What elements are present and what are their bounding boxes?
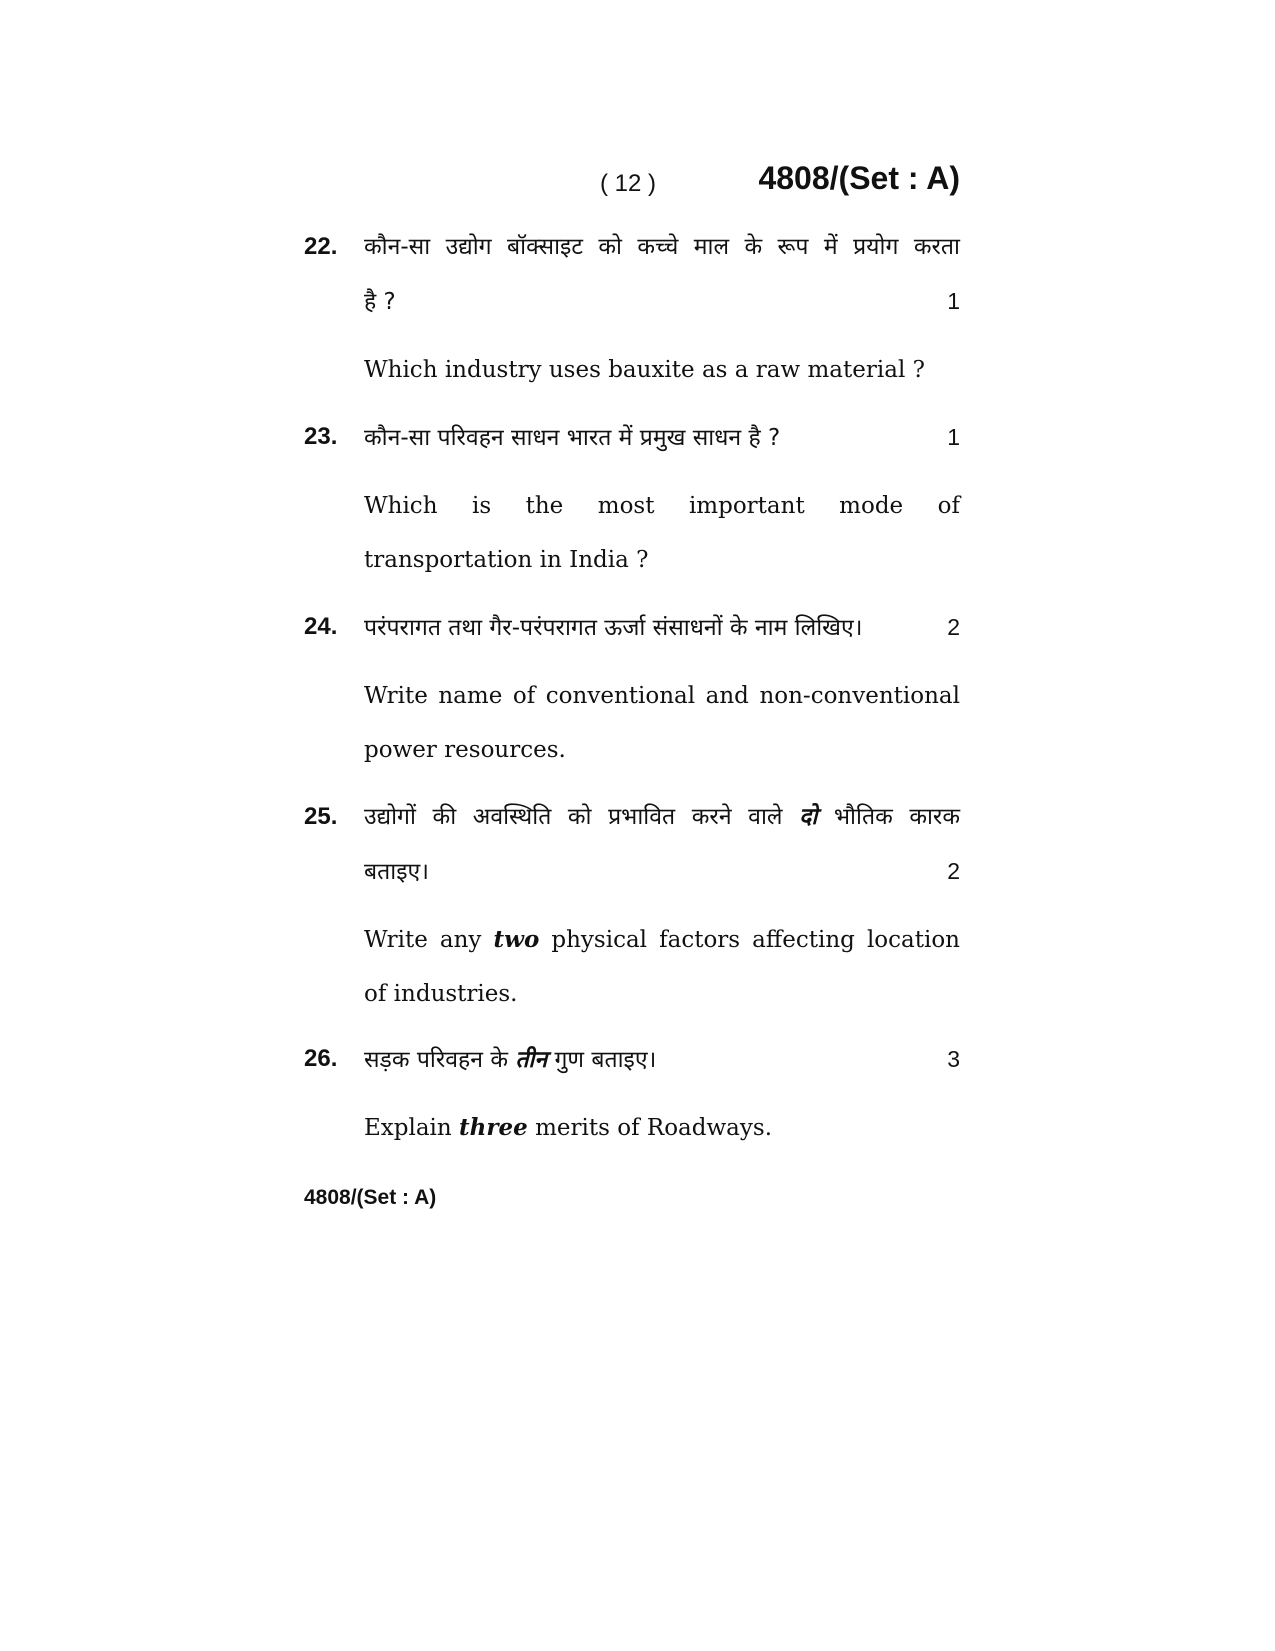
- question-english-pre: Write any: [364, 927, 482, 953]
- question-hindi-line2: बताइए।: [364, 859, 429, 885]
- question-english-emphasis: three: [459, 1114, 528, 1141]
- question-english-line1: Which is the most important mode of: [364, 493, 960, 519]
- question-number: 24.: [304, 613, 338, 640]
- question-body: [364, 600, 960, 777]
- question-marks: 2: [947, 614, 960, 640]
- question-english: [364, 1101, 960, 1155]
- page-number: ( 12 ): [600, 170, 657, 197]
- page-header: [300, 160, 960, 210]
- question-body: [364, 790, 960, 1021]
- question-hindi-row: [364, 410, 960, 465]
- question-hindi-row: [364, 1032, 960, 1087]
- question-hindi-post: भौतिक कारक: [833, 804, 961, 830]
- question-body: [364, 220, 960, 397]
- question-marks: 2: [947, 858, 960, 884]
- footer-set-code: 4808/(Set : A): [304, 1186, 437, 1209]
- question-body: [364, 1032, 960, 1155]
- question-english-line2: power resources.: [364, 737, 566, 763]
- question-hindi-row: [364, 600, 960, 655]
- question-hindi-line1: [364, 790, 960, 844]
- question-hindi-emphasis: दो: [799, 804, 818, 830]
- question-english-emphasis: two: [493, 926, 540, 953]
- question-english-line1: [364, 913, 960, 967]
- question-hindi: कौन-सा परिवहन साधन भारत में प्रमुख साधन है ?: [364, 425, 781, 451]
- question-hindi: परंपरागत तथा गैर-परंपरागत ऊर्जा संसाधनों के नाम लिखिए।: [364, 615, 863, 641]
- question-english-line2: transportation in India ?: [364, 547, 649, 573]
- question-hindi: [364, 1033, 656, 1087]
- question-hindi-post: गुण बताइए।: [554, 1047, 657, 1073]
- question-hindi-pre: उद्योगों की अवस्थिति को प्रभावित करने वाले: [364, 804, 783, 830]
- question-number: 25.: [304, 803, 338, 830]
- question-english-post: merits of Roadways.: [535, 1115, 773, 1141]
- question-hindi-pre: सड़क परिवहन के: [364, 1047, 508, 1073]
- header-set-code: 4808/(Set : A): [758, 160, 960, 196]
- question-hindi-line2-row: [364, 274, 960, 329]
- question-marks: 3: [947, 1046, 960, 1072]
- question-hindi-line2-row: [364, 844, 960, 899]
- question-number: 26.: [304, 1045, 338, 1072]
- question-marks: 1: [947, 288, 960, 314]
- question-number: 22.: [304, 233, 338, 260]
- question-english-line2: of industries.: [364, 981, 518, 1007]
- question-hindi-emphasis: तीन: [515, 1047, 548, 1073]
- question-hindi-line1: कौन-सा उद्योग बॉक्साइट को कच्चे माल के रूप में प्रयोग करता: [364, 234, 960, 260]
- question-body: [364, 410, 960, 587]
- question-number: 23.: [304, 423, 338, 450]
- question-english-post: physical factors affecting location: [551, 927, 960, 953]
- question-hindi-line2: है ?: [364, 289, 396, 315]
- question-english-pre: Explain: [364, 1115, 452, 1141]
- question-marks: 1: [947, 424, 960, 450]
- question-english-line1: Write name of conventional and non-conventional: [364, 683, 960, 709]
- question-english: Which industry uses bauxite as a raw material ?: [364, 357, 925, 383]
